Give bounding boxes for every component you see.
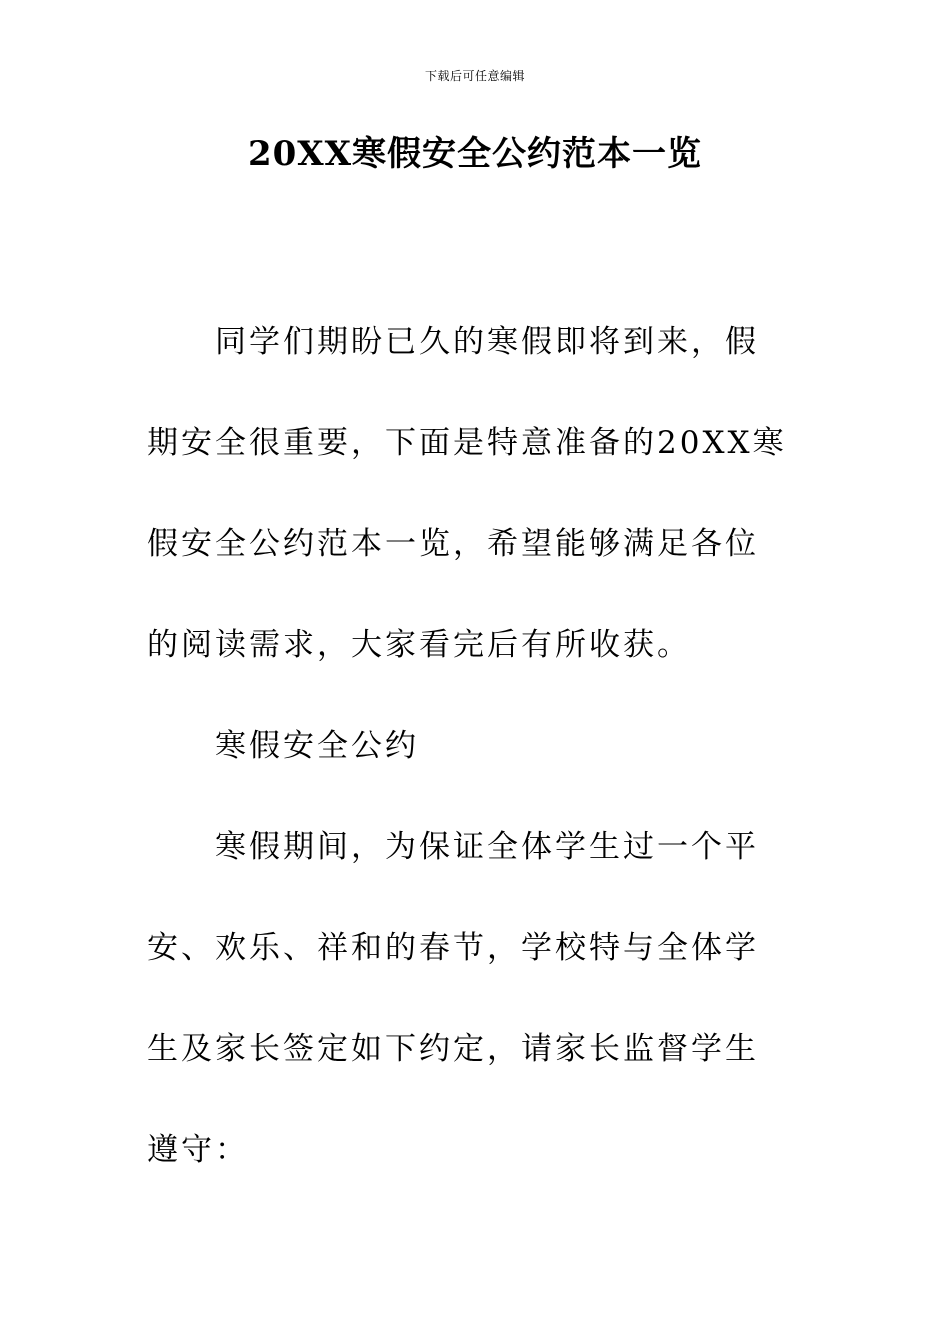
intro-paragraph: [147, 292, 787, 696]
paragraph-line: 寒假安全公约: [215, 728, 419, 764]
paragraph-line: 安、欢乐、祥和的春节，学校特与全体学: [147, 930, 759, 966]
paragraph-line: 遵守：: [147, 1132, 249, 1168]
paragraph-line: 同学们期盼已久的寒假即将到来，假: [215, 324, 759, 360]
page-header-note: 下载后可任意编辑: [424, 69, 525, 83]
paragraph-line: 生及家长签定如下约定，请家长监督学生: [147, 1031, 759, 1067]
document-body: [147, 292, 787, 1201]
paragraph-line: 的阅读需求，大家看完后有所收获。: [147, 627, 691, 663]
paragraph-line: 期安全很重要，下面是特意准备的20XX寒: [147, 425, 787, 461]
body-paragraph: [147, 797, 787, 1201]
document-title: 20XX寒假安全公约范本一览: [247, 134, 703, 174]
paragraph-line: 寒假期间，为保证全体学生过一个平: [215, 829, 759, 865]
section-heading: [147, 696, 787, 797]
paragraph-line: 假安全公约范本一览，希望能够满足各位: [147, 526, 759, 562]
